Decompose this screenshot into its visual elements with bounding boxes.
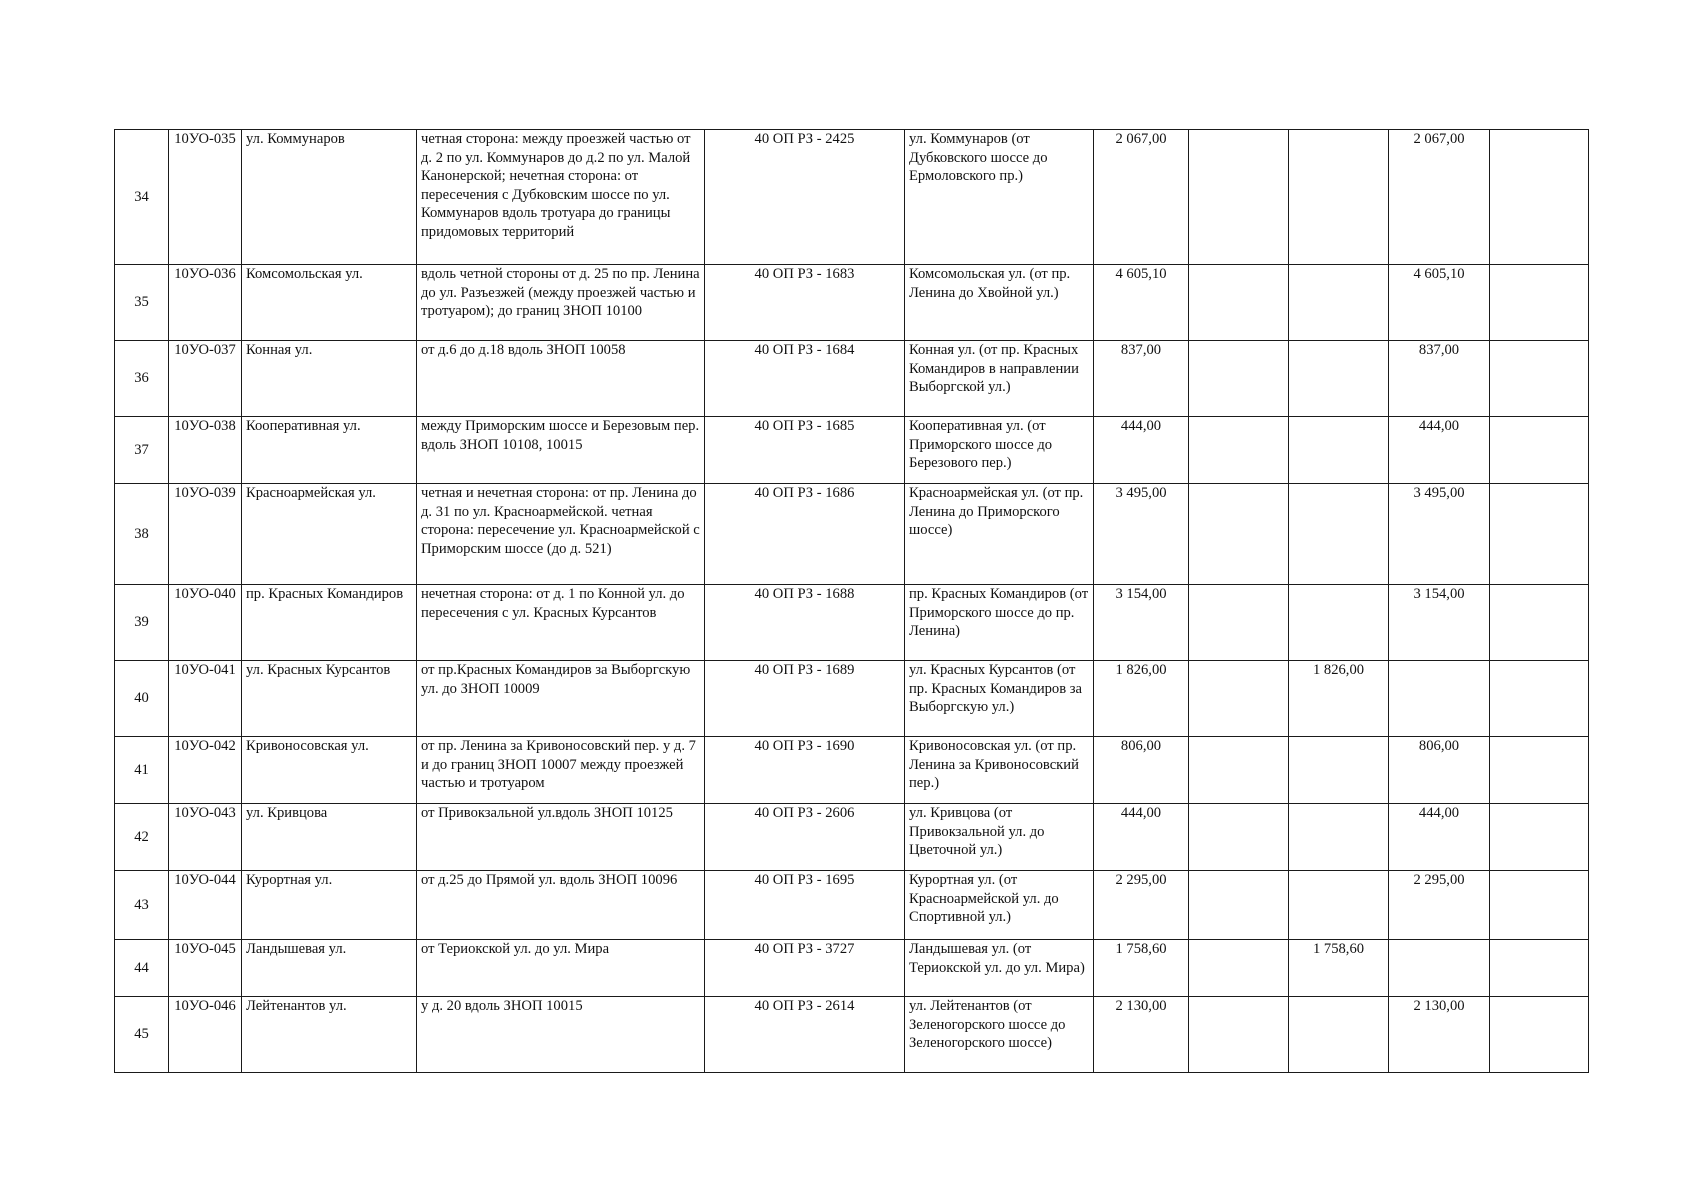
area-column-3-cell: 1 758,60 <box>1289 940 1389 997</box>
area-column-3-cell <box>1289 130 1389 265</box>
area-column-2-cell <box>1189 585 1289 661</box>
location-description-cell: от Териокской ул. до ул. Мира <box>417 940 705 997</box>
object-code-cell: 10УО-041 <box>169 661 242 737</box>
area-column-2-cell <box>1189 130 1289 265</box>
street-name-cell: ул. Красных Курсантов <box>242 661 417 737</box>
area-column-2-cell <box>1189 341 1289 417</box>
table-row <box>115 585 1589 661</box>
road-name-cell: Кривоносовская ул. (от пр. Ленина за Кривоносовский пер.) <box>905 737 1094 804</box>
area-column-2-cell <box>1189 484 1289 585</box>
road-name-cell: Кооперативная ул. (от Приморского шоссе до Березового пер.) <box>905 417 1094 484</box>
area-column-5-cell <box>1490 871 1589 940</box>
row-number-cell: 45 <box>115 997 169 1073</box>
road-name-cell: пр. Красных Командиров (от Приморского шоссе до пр. Ленина) <box>905 585 1094 661</box>
street-name-cell: ул. Кривцова <box>242 804 417 871</box>
row-number-cell: 39 <box>115 585 169 661</box>
row-number-cell: 38 <box>115 484 169 585</box>
road-registry-number-cell: 40 ОП РЗ - 2614 <box>705 997 905 1073</box>
table-row <box>115 265 1589 341</box>
area-column-4-cell: 806,00 <box>1389 737 1490 804</box>
area-column-5-cell <box>1490 804 1589 871</box>
street-name-cell: пр. Красных Командиров <box>242 585 417 661</box>
table-row <box>115 341 1589 417</box>
area-total-cell: 2 130,00 <box>1094 997 1189 1073</box>
area-total-cell: 444,00 <box>1094 804 1189 871</box>
location-description-cell: от Привокзальной ул.вдоль ЗНОП 10125 <box>417 804 705 871</box>
area-total-cell: 444,00 <box>1094 417 1189 484</box>
table-row <box>115 871 1589 940</box>
area-total-cell: 2 295,00 <box>1094 871 1189 940</box>
area-column-4-cell: 837,00 <box>1389 341 1490 417</box>
location-description-cell: нечетная сторона: от д. 1 по Конной ул. до пересечения с ул. Красных Курсантов <box>417 585 705 661</box>
street-name-cell: ул. Коммунаров <box>242 130 417 265</box>
location-description-cell: вдоль четной стороны от д. 25 по пр. Ленина до ул. Разъезжей (между проезжей частью и тротуаром); до границ ЗНОП 10100 <box>417 265 705 341</box>
area-column-5-cell <box>1490 341 1589 417</box>
table-row <box>115 804 1589 871</box>
area-column-2-cell <box>1189 265 1289 341</box>
street-name-cell: Конная ул. <box>242 341 417 417</box>
table-row <box>115 940 1589 997</box>
street-name-cell: Кооперативная ул. <box>242 417 417 484</box>
area-column-3-cell <box>1289 997 1389 1073</box>
road-name-cell: Ландышевая ул. (от Териокской ул. до ул. Мира) <box>905 940 1094 997</box>
area-column-5-cell <box>1490 997 1589 1073</box>
area-total-cell: 806,00 <box>1094 737 1189 804</box>
area-column-2-cell <box>1189 804 1289 871</box>
road-registry-number-cell: 40 ОП РЗ - 2606 <box>705 804 905 871</box>
area-column-4-cell: 444,00 <box>1389 417 1490 484</box>
object-code-cell: 10УО-046 <box>169 997 242 1073</box>
area-column-3-cell <box>1289 585 1389 661</box>
row-number-cell: 36 <box>115 341 169 417</box>
area-column-3-cell <box>1289 737 1389 804</box>
row-number-cell: 35 <box>115 265 169 341</box>
area-column-5-cell <box>1490 661 1589 737</box>
table-row <box>115 417 1589 484</box>
area-column-3-cell <box>1289 265 1389 341</box>
object-code-cell: 10УО-039 <box>169 484 242 585</box>
object-code-cell: 10УО-040 <box>169 585 242 661</box>
area-column-3-cell <box>1289 871 1389 940</box>
street-name-cell: Лейтенантов ул. <box>242 997 417 1073</box>
area-column-4-cell: 3 495,00 <box>1389 484 1490 585</box>
area-column-5-cell <box>1490 484 1589 585</box>
road-registry-number-cell: 40 ОП РЗ - 1684 <box>705 341 905 417</box>
area-column-5-cell <box>1490 940 1589 997</box>
green-areas-table <box>114 129 1589 1073</box>
area-column-3-cell <box>1289 341 1389 417</box>
road-registry-number-cell: 40 ОП РЗ - 1686 <box>705 484 905 585</box>
table-row <box>115 737 1589 804</box>
area-column-5-cell <box>1490 737 1589 804</box>
object-code-cell: 10УО-036 <box>169 265 242 341</box>
road-registry-number-cell: 40 ОП РЗ - 1685 <box>705 417 905 484</box>
area-column-2-cell <box>1189 737 1289 804</box>
area-column-4-cell: 2 295,00 <box>1389 871 1490 940</box>
location-description-cell: четная и нечетная сторона: от пр. Ленина до д. 31 по ул. Красноармейской. четная сторона: пересечение ул. Красноармейской с Приморским шоссе (до д. 521) <box>417 484 705 585</box>
object-code-cell: 10УО-037 <box>169 341 242 417</box>
area-column-2-cell <box>1189 661 1289 737</box>
row-number-cell: 41 <box>115 737 169 804</box>
area-column-4-cell: 2 067,00 <box>1389 130 1490 265</box>
area-column-3-cell <box>1289 804 1389 871</box>
road-name-cell: ул. Кривцова (от Привокзальной ул. до Цветочной ул.) <box>905 804 1094 871</box>
road-registry-number-cell: 40 ОП РЗ - 1689 <box>705 661 905 737</box>
location-description-cell: между Приморским шоссе и Березовым пер. вдоль ЗНОП 10108, 10015 <box>417 417 705 484</box>
location-description-cell: от пр. Ленина за Кривоносовский пер. у д. 7 и до границ ЗНОП 10007 между проезжей частью и тротуаром <box>417 737 705 804</box>
street-name-cell: Кривоносовская ул. <box>242 737 417 804</box>
row-number-cell: 37 <box>115 417 169 484</box>
area-total-cell: 4 605,10 <box>1094 265 1189 341</box>
location-description-cell: четная сторона: между проезжей частью от д. 2 по ул. Коммунаров до д.2 по ул. Малой Канонерской; нечетная сторона: от пересечения с Дубковским шоссе по ул. Коммунаров вдоль тротуара до границы придомовых территорий <box>417 130 705 265</box>
area-total-cell: 1 826,00 <box>1094 661 1189 737</box>
area-column-4-cell <box>1389 661 1490 737</box>
road-name-cell: ул. Коммунаров (от Дубковского шоссе до Ермоловского пр.) <box>905 130 1094 265</box>
location-description-cell: от д.6 до д.18 вдоль ЗНОП 10058 <box>417 341 705 417</box>
road-name-cell: Курортная ул. (от Красноармейской ул. до Спортивной ул.) <box>905 871 1094 940</box>
object-code-cell: 10УО-042 <box>169 737 242 804</box>
area-total-cell: 3 495,00 <box>1094 484 1189 585</box>
street-name-cell: Ландышевая ул. <box>242 940 417 997</box>
table-row <box>115 130 1589 265</box>
area-column-2-cell <box>1189 417 1289 484</box>
location-description-cell: у д. 20 вдоль ЗНОП 10015 <box>417 997 705 1073</box>
table-row <box>115 484 1589 585</box>
area-column-4-cell: 2 130,00 <box>1389 997 1490 1073</box>
area-column-3-cell <box>1289 484 1389 585</box>
object-code-cell: 10УО-038 <box>169 417 242 484</box>
table-row <box>115 997 1589 1073</box>
street-name-cell: Красноармейская ул. <box>242 484 417 585</box>
area-column-5-cell <box>1490 130 1589 265</box>
area-column-5-cell <box>1490 265 1589 341</box>
row-number-cell: 43 <box>115 871 169 940</box>
area-column-2-cell <box>1189 871 1289 940</box>
street-name-cell: Комсомольская ул. <box>242 265 417 341</box>
object-code-cell: 10УО-044 <box>169 871 242 940</box>
area-column-2-cell <box>1189 997 1289 1073</box>
row-number-cell: 42 <box>115 804 169 871</box>
street-name-cell: Курортная ул. <box>242 871 417 940</box>
road-registry-number-cell: 40 ОП РЗ - 3727 <box>705 940 905 997</box>
area-column-4-cell: 4 605,10 <box>1389 265 1490 341</box>
area-column-4-cell <box>1389 940 1490 997</box>
row-number-cell: 44 <box>115 940 169 997</box>
road-name-cell: Комсомольская ул. (от пр. Ленина до Хвойной ул.) <box>905 265 1094 341</box>
area-column-5-cell <box>1490 585 1589 661</box>
area-column-5-cell <box>1490 417 1589 484</box>
row-number-cell: 40 <box>115 661 169 737</box>
area-column-4-cell: 3 154,00 <box>1389 585 1490 661</box>
area-total-cell: 837,00 <box>1094 341 1189 417</box>
road-registry-number-cell: 40 ОП РЗ - 1688 <box>705 585 905 661</box>
object-code-cell: 10УО-043 <box>169 804 242 871</box>
area-column-3-cell: 1 826,00 <box>1289 661 1389 737</box>
row-number-cell: 34 <box>115 130 169 265</box>
area-total-cell: 2 067,00 <box>1094 130 1189 265</box>
road-name-cell: Красноармейская ул. (от пр. Ленина до Приморского шоссе) <box>905 484 1094 585</box>
road-name-cell: Конная ул. (от пр. Красных Командиров в направлении Выборгской ул.) <box>905 341 1094 417</box>
location-description-cell: от д.25 до Прямой ул. вдоль ЗНОП 10096 <box>417 871 705 940</box>
road-registry-number-cell: 40 ОП РЗ - 1690 <box>705 737 905 804</box>
area-column-3-cell <box>1289 417 1389 484</box>
area-column-4-cell: 444,00 <box>1389 804 1490 871</box>
area-column-2-cell <box>1189 940 1289 997</box>
area-total-cell: 1 758,60 <box>1094 940 1189 997</box>
table-body <box>115 130 1589 1073</box>
location-description-cell: от пр.Красных Командиров за Выборгскую ул. до ЗНОП 10009 <box>417 661 705 737</box>
object-code-cell: 10УО-035 <box>169 130 242 265</box>
road-registry-number-cell: 40 ОП РЗ - 1695 <box>705 871 905 940</box>
object-code-cell: 10УО-045 <box>169 940 242 997</box>
road-name-cell: ул. Лейтенантов (от Зеленогорского шоссе до Зеленогорского шоссе) <box>905 997 1094 1073</box>
area-total-cell: 3 154,00 <box>1094 585 1189 661</box>
road-registry-number-cell: 40 ОП РЗ - 1683 <box>705 265 905 341</box>
road-name-cell: ул. Красных Курсантов (от пр. Красных Командиров за Выборгскую ул.) <box>905 661 1094 737</box>
table-row <box>115 661 1589 737</box>
road-registry-number-cell: 40 ОП РЗ - 2425 <box>705 130 905 265</box>
